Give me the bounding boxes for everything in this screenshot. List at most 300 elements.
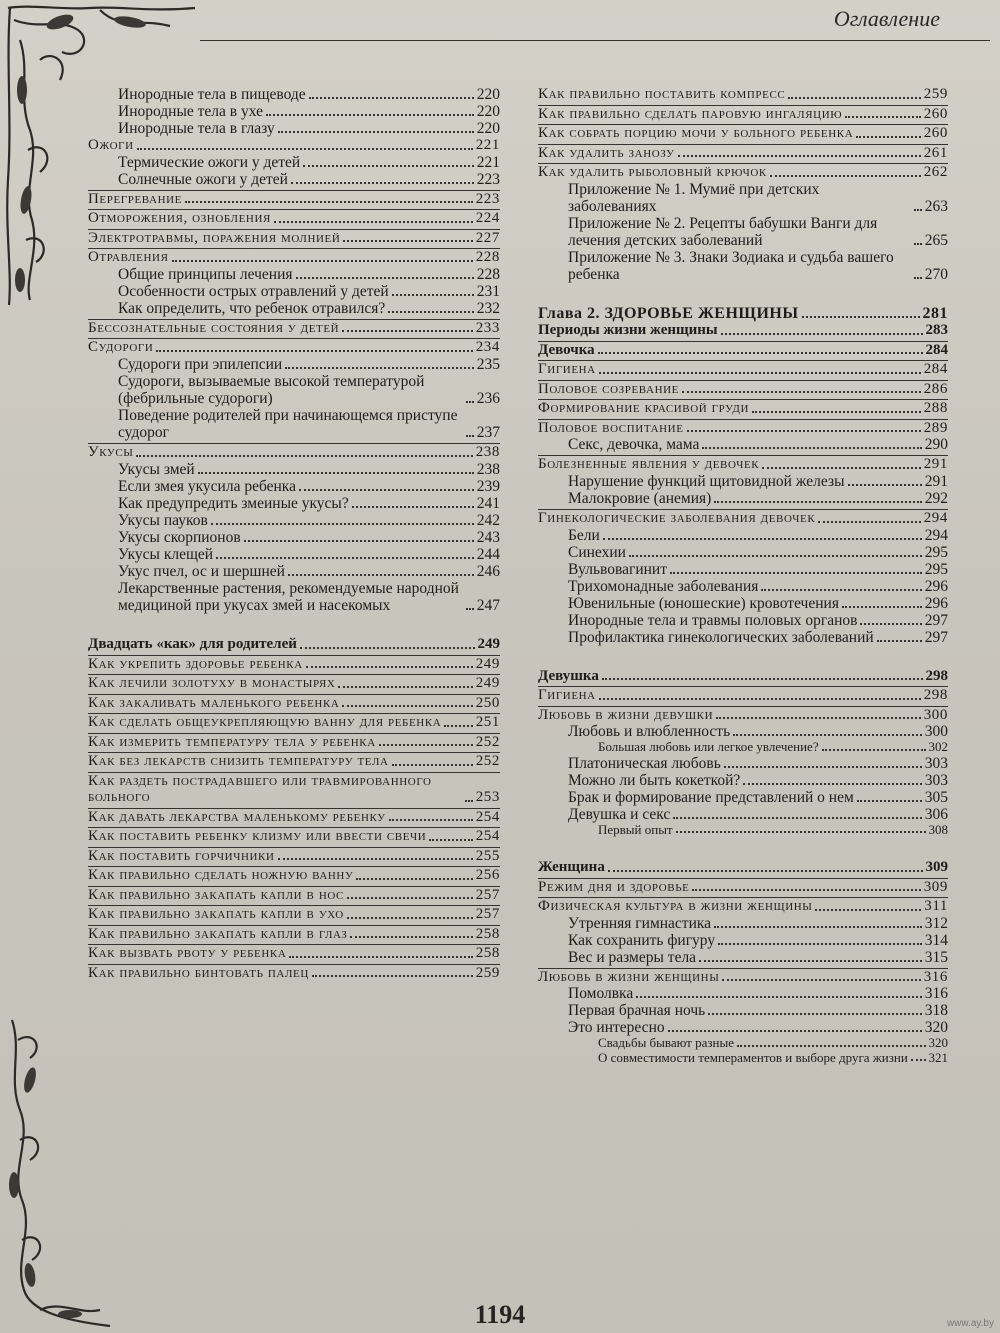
- toc-page-number: 234: [475, 339, 500, 356]
- toc-entry: [88, 866, 500, 884]
- toc-entry: [88, 944, 500, 962]
- toc-page-number: 257: [475, 906, 500, 923]
- toc-entry-title: Помолвка: [568, 985, 634, 1003]
- leader-dots: [802, 316, 920, 318]
- leader-dots: [914, 277, 922, 279]
- leader-dots: [608, 870, 923, 872]
- toc-entry: [538, 105, 948, 123]
- toc-entry-title: Как сделать общеукрепляющую ванну для ребенка: [88, 714, 442, 731]
- toc-entry: [88, 373, 500, 407]
- toc-entry: [88, 512, 500, 529]
- toc-entry: [538, 86, 948, 103]
- toc-page-number: 260: [923, 105, 948, 122]
- toc-entry: [538, 740, 948, 754]
- toc-entry-title: Инородные тела в пищеводе: [118, 86, 306, 103]
- toc-entry: [538, 341, 948, 359]
- toc-entry-title: Как определить, что ребенок отравился?: [118, 299, 386, 317]
- toc-entry: [538, 686, 948, 704]
- toc-entry: [88, 694, 500, 712]
- toc-page-number: 254: [475, 808, 500, 825]
- toc-entry: [88, 266, 500, 283]
- toc-entry-title: О совместимости темпераментов и выборе друга жизни: [598, 1049, 908, 1065]
- page-number: 1194: [474, 1300, 526, 1329]
- toc-page-number: 228: [475, 249, 500, 266]
- toc-entry-title: Синехии: [568, 543, 626, 561]
- toc-entry: [538, 595, 948, 612]
- leader-dots: [389, 819, 473, 821]
- toc-page-number: 220: [476, 120, 500, 138]
- toc-page-number: 227: [475, 229, 500, 246]
- toc-entry: [538, 490, 948, 507]
- toc-entry-title: Укусы скорпионов: [118, 528, 241, 546]
- leader-dots: [743, 783, 921, 785]
- leader-dots: [379, 744, 473, 746]
- toc-entry-title: Как правильно закапать капли в нос: [88, 886, 344, 903]
- toc-entry-title: Солнечные ожоги у детей: [118, 170, 288, 188]
- toc-entry: [538, 527, 948, 544]
- toc-page-number: 294: [924, 526, 948, 544]
- toc-entry-title: Как лечили золотуху в монастырях: [88, 675, 336, 692]
- toc-entry-title: Двадцать «как» для родителей: [88, 636, 297, 653]
- toc-entry-title: Как правильно закапать капли в ухо: [88, 906, 344, 923]
- toc-entry-title: Бессознательные состояния у детей: [88, 319, 340, 336]
- leader-dots: [291, 182, 474, 184]
- leader-dots: [737, 1045, 926, 1047]
- toc-entry: [538, 144, 948, 162]
- leader-dots: [815, 909, 921, 911]
- leader-dots: [914, 243, 922, 245]
- toc-entry: [538, 360, 948, 378]
- toc-entry-title: Как без лекарств снизить температуру тела: [88, 753, 389, 770]
- toc-entry: [538, 399, 948, 417]
- toc-page-number: 281: [922, 304, 948, 322]
- toc-page-number: 303: [924, 771, 948, 789]
- toc-page-number: 259: [475, 964, 500, 981]
- leader-dots: [629, 555, 922, 557]
- leader-dots: [718, 943, 922, 945]
- toc-entry: [538, 322, 948, 339]
- leader-dots: [860, 623, 921, 625]
- toc-entry: [538, 509, 948, 527]
- leader-dots: [352, 506, 474, 508]
- toc-entry: [88, 772, 500, 806]
- toc-entry: [538, 181, 948, 215]
- toc-page-number: 320: [928, 1035, 948, 1051]
- toc-entry-title: Профилактика гинекологических заболеваний: [568, 628, 874, 646]
- toc-entry-title: Трихомонадные заболевания: [568, 577, 759, 595]
- toc-page-number: 295: [924, 560, 948, 578]
- leader-dots: [722, 979, 920, 981]
- toc-entry: [88, 319, 500, 337]
- toc-entry: [538, 455, 948, 473]
- toc-entry: [88, 86, 500, 103]
- running-header: Оглавление: [833, 6, 940, 31]
- toc-entry: [88, 120, 500, 137]
- toc-page-number: 221: [476, 153, 500, 171]
- leader-dots: [338, 686, 472, 688]
- toc-entry-title: Как правильно сделать ножную ванну: [88, 867, 354, 884]
- toc-page-number: 249: [475, 655, 500, 672]
- toc-entry: [538, 561, 948, 578]
- toc-entry-title: Периоды жизни женщины: [538, 322, 718, 339]
- toc-page-number: 223: [476, 170, 500, 188]
- toc-page-number: 228: [476, 265, 500, 283]
- toc-entry-title: Малокровие (анемия): [568, 489, 712, 507]
- toc-entry-title: Общие принципы лечения: [118, 265, 293, 283]
- toc-entry: [538, 985, 948, 1002]
- toc-entry: [88, 827, 500, 845]
- leader-dots: [670, 572, 922, 574]
- toc-page-number: 305: [924, 788, 948, 806]
- leader-dots: [598, 352, 923, 354]
- toc-page-number: 291: [924, 472, 948, 490]
- toc-page-number: 297: [924, 628, 948, 646]
- toc-entry: [88, 808, 500, 826]
- toc-entry: [88, 283, 500, 300]
- toc-entry-title: Брак и формирование представлений о нем: [568, 788, 854, 806]
- toc-entry: [538, 215, 948, 249]
- toc-entry-title: Можно ли быть кокеткой?: [568, 771, 741, 789]
- toc-page-number: 244: [476, 545, 500, 563]
- watermark: www.ay.by: [946, 1318, 994, 1329]
- toc-entry: [88, 443, 500, 461]
- toc-page-number: 295: [924, 543, 948, 561]
- toc-entry-title: Глава 2. ЗДОРОВЬЕ ЖЕНЩИНЫ: [538, 304, 799, 322]
- toc-page-number: 261: [923, 144, 948, 161]
- toc-page-number: 256: [475, 867, 500, 884]
- leader-dots: [714, 926, 922, 928]
- toc-entry-title: Особенности острых отравлений у детей: [118, 282, 389, 300]
- toc-page-number: 220: [476, 103, 500, 121]
- leader-dots: [347, 917, 473, 919]
- toc-entry-title: Утренняя гимнастика: [568, 914, 712, 932]
- floral-ornament-bottom: [0, 1010, 120, 1333]
- toc-column-right: [538, 86, 948, 1065]
- leader-dots: [721, 333, 923, 335]
- toc-page-number: 320: [924, 1019, 948, 1037]
- toc-entry-title: Судороги, вызываемые высокой температурой (фебрильные судороги): [118, 372, 425, 407]
- toc-page-number: 284: [925, 341, 948, 358]
- toc-page-number: 262: [923, 164, 948, 180]
- leader-dots: [278, 131, 474, 133]
- leader-dots: [911, 1059, 926, 1061]
- toc-entry: [88, 248, 500, 266]
- leader-dots: [198, 472, 474, 474]
- toc-entry: [538, 932, 948, 949]
- leader-dots: [312, 975, 473, 977]
- toc-entry-title: Судороги при эпилепсии: [118, 355, 283, 373]
- toc-page-number: 242: [476, 511, 500, 529]
- leader-dots: [602, 678, 923, 680]
- leader-dots: [185, 201, 473, 203]
- toc-entry: [538, 436, 948, 453]
- leader-dots: [156, 350, 472, 352]
- toc-entry: [538, 1002, 948, 1019]
- toc-entry-title: Приложение № 1. Мумиё при детских заболеваниях: [568, 180, 820, 215]
- toc-page-number: 306: [924, 805, 948, 823]
- toc-entry-title: Перегревание: [88, 190, 182, 207]
- leader-dots: [668, 1030, 922, 1032]
- toc-entry-title: Как правильно сделать паровую ингаляцию: [538, 105, 843, 122]
- toc-page-number: 237: [476, 424, 500, 442]
- toc-entry-title: Укусы змей: [118, 460, 195, 478]
- toc-entry-title: Отравления: [88, 249, 169, 266]
- leader-dots: [172, 260, 473, 262]
- toc-entry: [88, 300, 500, 317]
- leader-dots: [266, 114, 474, 116]
- leader-dots: [244, 540, 474, 542]
- toc-entry-title: Укус пчел, ос и шершней: [118, 562, 285, 580]
- toc-entry: [538, 473, 948, 490]
- toc-entry: [88, 461, 500, 478]
- toc-page-number: 283: [925, 322, 948, 339]
- leader-dots: [216, 557, 474, 559]
- toc-entry: [538, 124, 948, 142]
- leader-dots: [303, 165, 474, 167]
- toc-entry-title: Половое созревание: [538, 380, 680, 397]
- toc-entry: [88, 905, 500, 923]
- leader-dots: [856, 136, 920, 138]
- leader-dots: [300, 647, 475, 649]
- toc-entry: [88, 229, 500, 247]
- leader-dots: [714, 501, 921, 503]
- toc-page-number: 298: [923, 687, 948, 704]
- toc-page-number: 292: [924, 489, 948, 507]
- toc-entry: [538, 968, 948, 986]
- toc-entry: [538, 163, 948, 181]
- leader-dots: [289, 956, 472, 958]
- leader-dots: [288, 574, 474, 576]
- toc-entry: [88, 407, 500, 441]
- toc-entry: [538, 419, 948, 437]
- toc-entry-title: Как вызвать рвоту у ребенка: [88, 945, 287, 962]
- toc-page-number: 231: [476, 282, 500, 300]
- leader-dots: [692, 889, 920, 891]
- toc-entry: [88, 847, 500, 865]
- toc-page-number: 224: [475, 210, 500, 227]
- toc-page-number: 302: [928, 739, 948, 755]
- leader-dots: [388, 311, 473, 313]
- toc-page-number: 260: [923, 125, 948, 141]
- toc-entry: [88, 338, 500, 356]
- toc-entry: [538, 1036, 948, 1050]
- toc-page-number: 290: [924, 436, 948, 454]
- toc-page-number: 294: [923, 510, 948, 527]
- toc-entry-title: Любовь в жизни женщины: [538, 968, 720, 985]
- toc-page-number: 265: [924, 231, 948, 249]
- toc-page-number: 303: [924, 754, 948, 772]
- toc-entry-title: Это интересно: [568, 1019, 665, 1037]
- toc-page-number: 263: [924, 197, 948, 215]
- toc-entry: [538, 612, 948, 629]
- leader-dots: [603, 538, 922, 540]
- toc-entry-title: Если змея укусила ребенка: [118, 477, 296, 495]
- leader-dots: [285, 367, 474, 369]
- leader-dots: [599, 372, 921, 374]
- toc-entry-title: Платоническая любовь: [568, 754, 721, 772]
- toc-page-number: 284: [923, 361, 948, 378]
- leader-dots: [716, 717, 921, 719]
- toc-entry-title: Как закаливать маленького ребенка: [88, 694, 340, 711]
- toc-page-number: 318: [924, 1002, 948, 1020]
- toc-entry: [538, 723, 948, 740]
- toc-entry-title: Как раздеть пострадавшего или травмированного больного: [88, 772, 432, 806]
- leader-dots: [343, 240, 472, 242]
- toc-entry-title: Девушка: [538, 667, 599, 684]
- toc-page-number: 223: [475, 190, 500, 207]
- toc-entry: [538, 629, 948, 646]
- toc-entry: [88, 964, 500, 982]
- toc-entry-title: Как правильно бинтовать палец: [88, 964, 309, 981]
- leader-dots: [306, 666, 473, 668]
- toc-entry-title: Отморожения, ознобления: [88, 210, 271, 227]
- toc-entry-title: Ожоги: [88, 137, 134, 154]
- toc-entry: [88, 356, 500, 373]
- toc-entry-title: Первая брачная ночь: [568, 1002, 706, 1020]
- toc-page-number: 315: [924, 948, 948, 966]
- toc-entry: [538, 706, 948, 724]
- toc-page-number: 253: [475, 789, 500, 806]
- toc-entry-title: Укусы клещей: [118, 545, 214, 563]
- leader-dots: [822, 749, 926, 751]
- toc-entry-title: Как удалить рыболовный крючок: [538, 164, 767, 180]
- toc-entry-title: Гигиена: [538, 687, 596, 704]
- leader-dots: [278, 858, 473, 860]
- leader-dots: [296, 277, 474, 279]
- toc-entry-title: Как укрепить здоровье ребенка: [88, 655, 303, 672]
- toc-page-number: 241: [476, 494, 500, 512]
- leader-dots: [466, 608, 474, 610]
- toc-page-number: 286: [923, 380, 948, 397]
- toc-entry-title: Гигиена: [538, 361, 596, 378]
- toc-page-number: 238: [476, 460, 500, 478]
- toc-entry: [88, 103, 500, 120]
- toc-page-number: 311: [924, 898, 948, 915]
- toc-entry-title: Как собрать порцию мочи у больного ребенка: [538, 125, 854, 141]
- leader-dots: [914, 209, 922, 211]
- toc-page-number: 252: [475, 753, 500, 770]
- toc-page-number: 239: [476, 477, 500, 495]
- leader-dots: [599, 698, 921, 700]
- leader-dots: [350, 936, 472, 938]
- toc-column-left: [88, 86, 500, 981]
- toc-entry-title: Болезненные явления у девочек: [538, 456, 760, 473]
- leader-dots: [137, 148, 473, 150]
- leader-dots: [299, 489, 474, 491]
- toc-entry: [88, 478, 500, 495]
- leader-dots: [466, 401, 474, 403]
- toc-entry: [538, 949, 948, 966]
- toc-entry: [538, 859, 948, 876]
- toc-entry: [538, 668, 948, 685]
- toc-entry-title: Как поставить горчичники: [88, 847, 275, 864]
- toc-entry-title: Как удалить занозу: [538, 144, 675, 161]
- toc-page-number: 221: [475, 137, 500, 154]
- toc-page-number: 289: [923, 419, 948, 436]
- toc-page-number: 258: [475, 925, 500, 942]
- toc-page-number: 255: [475, 847, 500, 864]
- leader-dots: [342, 705, 472, 707]
- toc-entry: [538, 249, 948, 283]
- toc-entry: [88, 886, 500, 904]
- toc-entry: [538, 755, 948, 772]
- toc-page-number: 296: [924, 577, 948, 595]
- leader-dots: [818, 521, 920, 523]
- leader-dots: [466, 435, 474, 437]
- toc-page-number: 249: [477, 636, 500, 653]
- leader-dots: [392, 764, 473, 766]
- toc-entry: [538, 578, 948, 595]
- leader-dots: [788, 97, 920, 99]
- leader-dots: [762, 467, 920, 469]
- toc-page-number: 270: [924, 265, 948, 283]
- toc-page-number: 291: [923, 456, 948, 473]
- leader-dots: [274, 221, 473, 223]
- leader-dots: [842, 606, 922, 608]
- toc-page-number: 235: [476, 355, 500, 373]
- leader-dots: [848, 484, 922, 486]
- toc-entry-title: Вульвовагинит: [568, 560, 667, 578]
- toc-page-number: 300: [924, 723, 948, 741]
- leader-dots: [724, 766, 922, 768]
- toc-entry-title: Как измерить температуру тела у ребенка: [88, 733, 376, 750]
- toc-entry: [88, 674, 500, 692]
- toc-page-number: 316: [923, 968, 948, 985]
- toc-page-number: 309: [925, 859, 948, 876]
- toc-entry-title: Нарушение функций щитовидной железы: [568, 472, 845, 490]
- toc-entry: [88, 529, 500, 546]
- leader-dots: [702, 447, 921, 449]
- leader-dots: [761, 589, 921, 591]
- toc-entry-title: Как поставить ребенку клизму или ввести свечи: [88, 828, 427, 845]
- toc-entry-title: Вес и размеры тела: [568, 948, 697, 966]
- toc-entry-title: Первый опыт: [598, 821, 673, 837]
- toc-entry: [538, 1051, 948, 1065]
- toc-entry: [538, 305, 948, 323]
- toc-page-number: 238: [475, 444, 500, 461]
- toc-page-number: 257: [475, 886, 500, 903]
- toc-entry: [538, 915, 948, 932]
- leader-dots: [347, 897, 473, 899]
- toc-entry: [88, 171, 500, 188]
- leader-dots: [636, 996, 922, 998]
- leader-dots: [211, 523, 474, 525]
- toc-entry: [538, 806, 948, 823]
- leader-dots: [678, 155, 921, 157]
- leader-dots: [309, 97, 474, 99]
- toc-entry: [538, 823, 948, 837]
- toc-page-number: 298: [925, 667, 948, 684]
- toc-entry: [538, 772, 948, 789]
- toc-page-number: 220: [476, 86, 500, 103]
- toc-entry: [538, 897, 948, 915]
- leader-dots: [673, 817, 921, 819]
- toc-entry: [88, 495, 500, 512]
- toc-entry-title: Формирование красивой груди: [538, 400, 750, 417]
- toc-entry-title: Электротравмы, поражения молнией: [88, 229, 341, 246]
- toc-entry: [88, 563, 500, 580]
- leader-dots: [733, 734, 922, 736]
- toc-entry-title: Девушка и секс: [568, 805, 671, 823]
- toc-page-number: 258: [475, 945, 500, 962]
- leader-dots: [676, 831, 926, 833]
- toc-page-number: 250: [475, 694, 500, 711]
- toc-page-number: 252: [475, 733, 500, 750]
- toc-entry: [538, 1019, 948, 1036]
- toc-entry-title: Большая любовь или легкое увлечение?: [598, 739, 819, 755]
- toc-entry: [88, 546, 500, 563]
- toc-entry-title: Как правильно закапать капли в глаз: [88, 925, 348, 942]
